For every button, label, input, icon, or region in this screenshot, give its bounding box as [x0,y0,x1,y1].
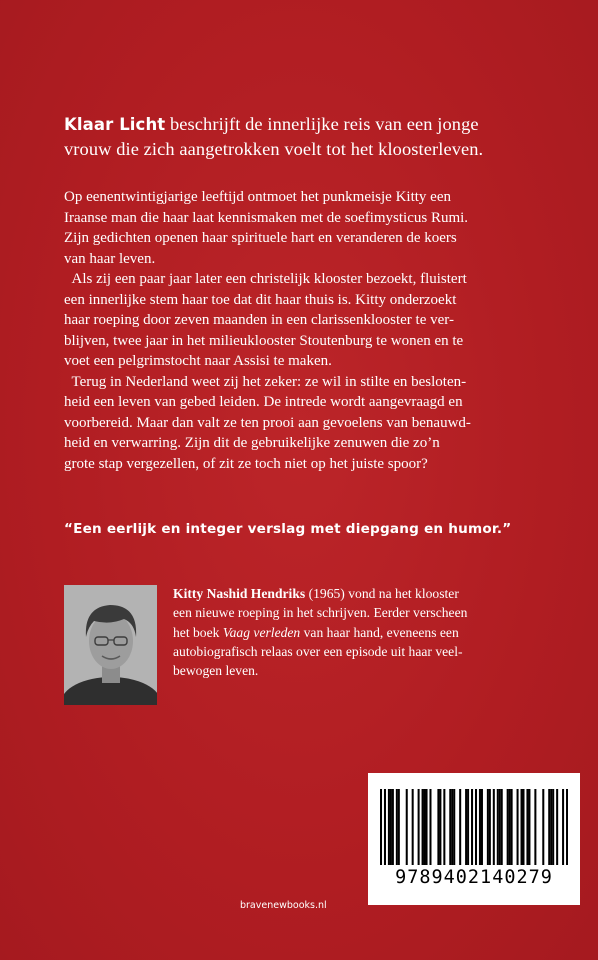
barcode-bar [429,789,431,865]
barcode-bar [548,789,550,865]
bio-line-2: een nieuwe roeping in het schrijven. Eerder verscheen [173,605,468,621]
barcode-bar [552,789,554,865]
barcode-bar [388,789,390,865]
blurb-line: Terug in Nederland weet zij het zeker: ze wil in stilte en besloten- [64,373,467,390]
intro-line-1: Klaar Licht beschrijft de innerlijke reis van een jonge [64,114,479,134]
barcode-bar [521,789,523,865]
barcode-bar [424,789,426,865]
barcode-bar [481,789,483,865]
bio-line-5: bewogen leven. [173,663,259,679]
barcode-bar [467,789,469,865]
barcode-bar [406,789,408,865]
barcode-bar [398,789,400,865]
barcode-bar [422,789,424,865]
barcode-bar [437,789,439,865]
blurb-line: blijven, twee jaar in het milieuklooster Stoutenburg te wonen en te [64,332,464,349]
bio-line-1: Kitty Nashid Hendriks (1965) vond na het klooster [173,586,459,601]
barcode-bar [566,789,568,865]
barcode-bar [426,789,428,865]
barcode-bar [511,789,513,865]
barcode-bar [556,789,558,865]
blurb-line: een innerlijke stem haar toe dat dit haar thuis is. Kitty onderzoekt [64,291,457,308]
barcode-bar [489,789,491,865]
review-quote: “Een eerlijk en integer verslag met diepgang en humor.” [64,521,512,537]
barcode-bar [522,789,524,865]
barcode-bar [384,789,386,865]
barcode-bar [526,789,528,865]
blurb-line: grote stap vergezellen, of zit ze toch niet op het juiste spoor? [64,455,428,472]
barcode-bar [465,789,467,865]
blurb-line: heid en verwarring. Zijn dit de gebruikelijke zenuwen die zo’n [64,435,440,451]
barcode-bar [479,789,481,865]
barcode-bar [459,789,461,865]
barcode-bar [396,789,398,865]
blurb-line: heid een leven van gebed leiden. De intrede wordt aangevraagd en [64,394,463,410]
barcode-bar [418,789,420,865]
blurb-line: Op eenentwintigjarige leeftijd ontmoet het punkmeisje Kitty een [64,189,451,205]
blurb-line: Zijn gedichten openen haar spirituele hart en veranderen de koers [64,230,457,246]
intro-paragraph [64,112,564,161]
barcode-bar [542,789,544,865]
barcode-bar [443,789,445,865]
barcode-bar [534,789,536,865]
author-bio [173,584,563,680]
barcode-bar [449,789,451,865]
barcode-bar [499,789,501,865]
blurb-line: Iraanse man die haar laat kennismaken met de soefimysticus Rumi. [64,209,469,226]
barcode-bar [497,789,499,865]
barcode-bar [550,789,552,865]
barcode-bar [439,789,441,865]
isbn-number: 9789402140279 [395,867,553,888]
book-title: Klaar Licht [64,115,166,134]
barcode-bar [507,789,509,865]
intro-line-2: vrouw die zich aangetrokken voelt tot het kloosterleven. [64,139,484,159]
barcode-bar [412,789,414,865]
barcode-bar [517,789,519,865]
blurb-line: Als zij een paar jaar later een christelijk klooster bezoekt, fluistert [64,271,467,287]
barcode-bar [392,789,394,865]
publisher-website: bravenewbooks.nl [240,900,327,911]
blurb-line: voorbereid. Maar dan valt ze ten prooi aan gevoelens van benauwd- [64,414,471,431]
blurb-line: van haar leven. [64,250,156,267]
barcode-bars [380,789,568,865]
barcode-bar [453,789,455,865]
barcode-bar [380,789,382,865]
barcode-bar [562,789,564,865]
author-name: Kitty Nashid Hendriks [173,586,306,601]
barcode-bar [390,789,392,865]
author-photo [64,585,157,705]
blurb-line: haar roeping door zeven maanden in een clarissenklooster te ver- [64,312,454,328]
bio-line-4: autobiografisch relaas over een episode uit haar veel- [173,643,463,659]
barcode-bar [501,789,503,865]
previous-book-title: Vaag verleden [222,624,301,640]
blurb-line: voet een pelgrimstocht naar Assisi te maken. [64,353,332,369]
barcode-bar [487,789,489,865]
barcode [368,773,580,905]
barcode-bar [471,789,473,865]
bio-line-3: het boek Vaag verleden van haar hand, eveneens een [173,624,459,640]
barcode-bar [509,789,511,865]
blurb-text [64,187,574,474]
barcode-bar [493,789,495,865]
barcode-bar [451,789,453,865]
barcode-bar [475,789,477,865]
barcode-bar [528,789,530,865]
